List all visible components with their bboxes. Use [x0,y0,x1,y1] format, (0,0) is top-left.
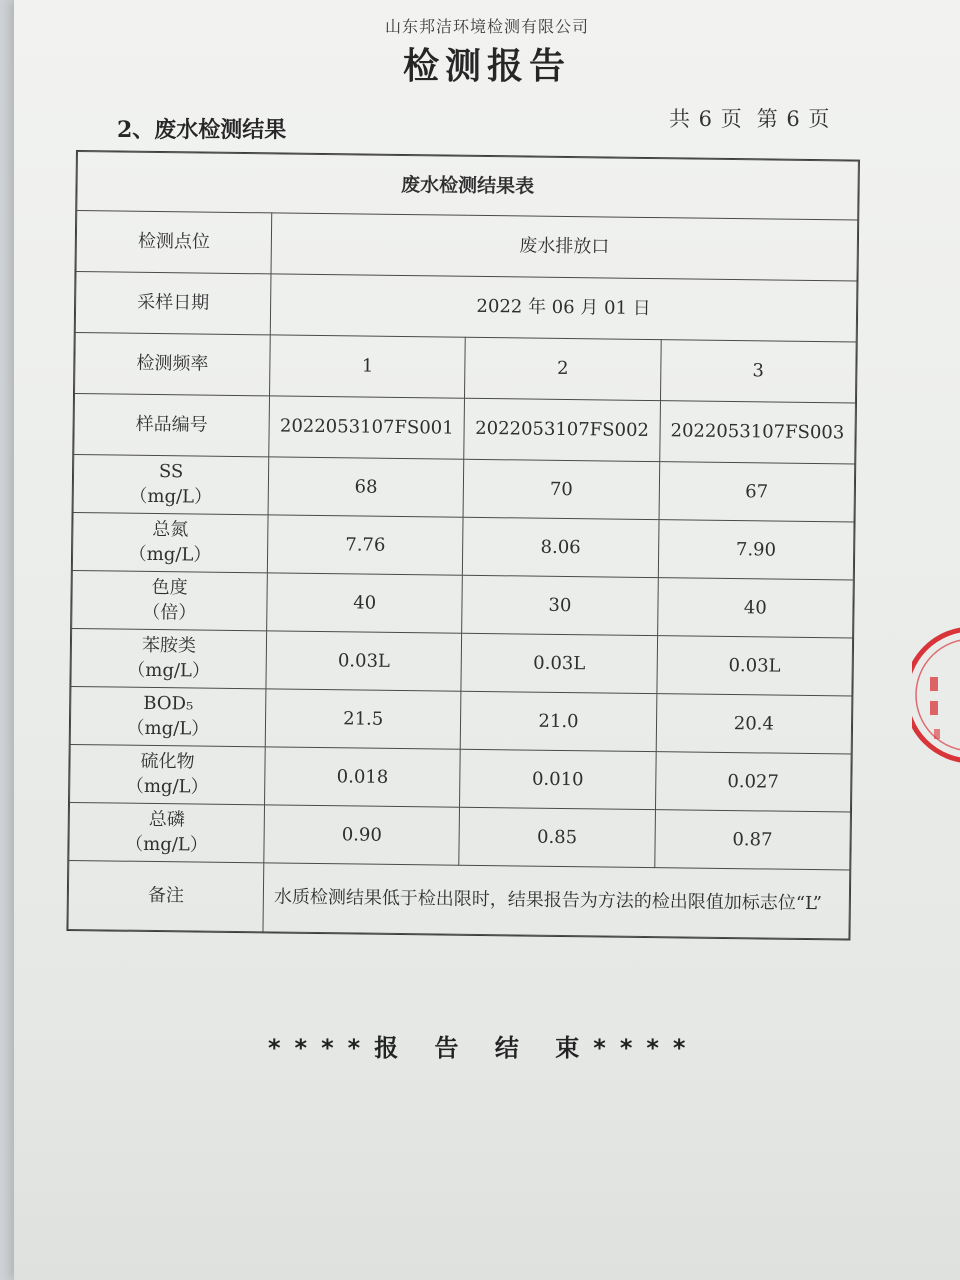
report-title: 检测报告 [402,45,571,87]
frequency-cell: 1 [270,335,466,398]
value-cell: 70 [463,459,659,519]
value-cell: 0.010 [460,749,656,809]
value-cell: 40 [657,578,853,638]
parameter-unit: （mg/L） [126,717,210,740]
parameter-unit: （倍） [142,601,197,624]
parameter-unit: （mg/L） [128,543,212,566]
red-seal-stamp [912,625,960,765]
value-cell: 0.87 [654,810,850,870]
value-cell: 7.76 [267,515,463,575]
results-table [66,150,859,941]
page-info [669,103,844,133]
value-cell: 7.90 [658,520,854,580]
parameter-unit: （mg/L） [125,775,209,798]
table-row [69,802,851,870]
parameter-name: 色度 [151,577,188,599]
parameter-unit: （mg/L） [129,485,213,508]
value-cell: 21.0 [461,691,657,751]
value-cell: 68 [268,457,464,517]
value-cell: 67 [659,462,855,522]
parameter-name: BOD₅ [143,693,194,715]
value-cell: 40 [267,573,463,633]
table-row [71,628,853,696]
page-current: 第 6 页 [756,107,831,131]
parameter-unit: （mg/L） [127,659,211,682]
frequency-label: 检测频率 [75,333,271,396]
parameter-name: SS [158,461,184,483]
table-row [70,744,852,812]
table-row [72,512,854,580]
table-title: 废水检测结果表 [77,152,859,221]
table-row [70,686,852,754]
parameter-unit: （mg/L） [125,833,208,856]
date-label: 采样日期 [75,272,271,335]
parameter-name: 苯胺类 [141,635,197,657]
sample-id-cell: 2022053107FS001 [269,396,465,459]
page-total: 共 6 页 [669,107,743,131]
remark-text: 水质检测结果低于检出限时，结果报告为方法的检出限值加标志位“L” [263,863,850,939]
value-cell: 8.06 [463,517,659,577]
location-value: 废水排放口 [271,213,858,281]
location-label: 检测点位 [76,211,272,274]
value-cell: 0.027 [655,752,851,812]
value-cell: 0.03L [657,636,853,696]
frequency-cell: 2 [465,337,661,400]
table-row [73,454,855,522]
parameter-name: 总氮 [152,519,189,541]
sample-id-cell: 2022053107FS003 [659,401,855,464]
value-cell: 30 [462,575,658,635]
table-row [72,570,854,638]
value-cell: 21.5 [265,689,461,749]
frequency-cell: 3 [660,340,856,403]
parameter-name: 硫化物 [140,751,195,773]
section-title: 2、废水检测结果 [117,117,287,143]
parameter-name: 总磷 [148,809,185,831]
value-cell: 0.03L [461,633,657,693]
report-page [14,0,960,1280]
value-cell: 0.90 [264,805,460,865]
remark-label: 备注 [68,860,264,931]
value-cell: 0.018 [265,747,461,807]
value-cell: 0.03L [266,631,462,691]
date-value: 2022 年 06 月 01 日 [270,274,857,342]
value-cell: 0.85 [459,807,655,867]
report-end-mark: ****报 告 结 束**** [268,1034,700,1062]
company-name: 山东邦洁环境检测有限公司 [384,17,589,36]
value-cell: 20.4 [656,694,852,754]
sample-label: 样品编号 [74,394,270,457]
sample-id-cell: 2022053107FS002 [464,398,660,461]
